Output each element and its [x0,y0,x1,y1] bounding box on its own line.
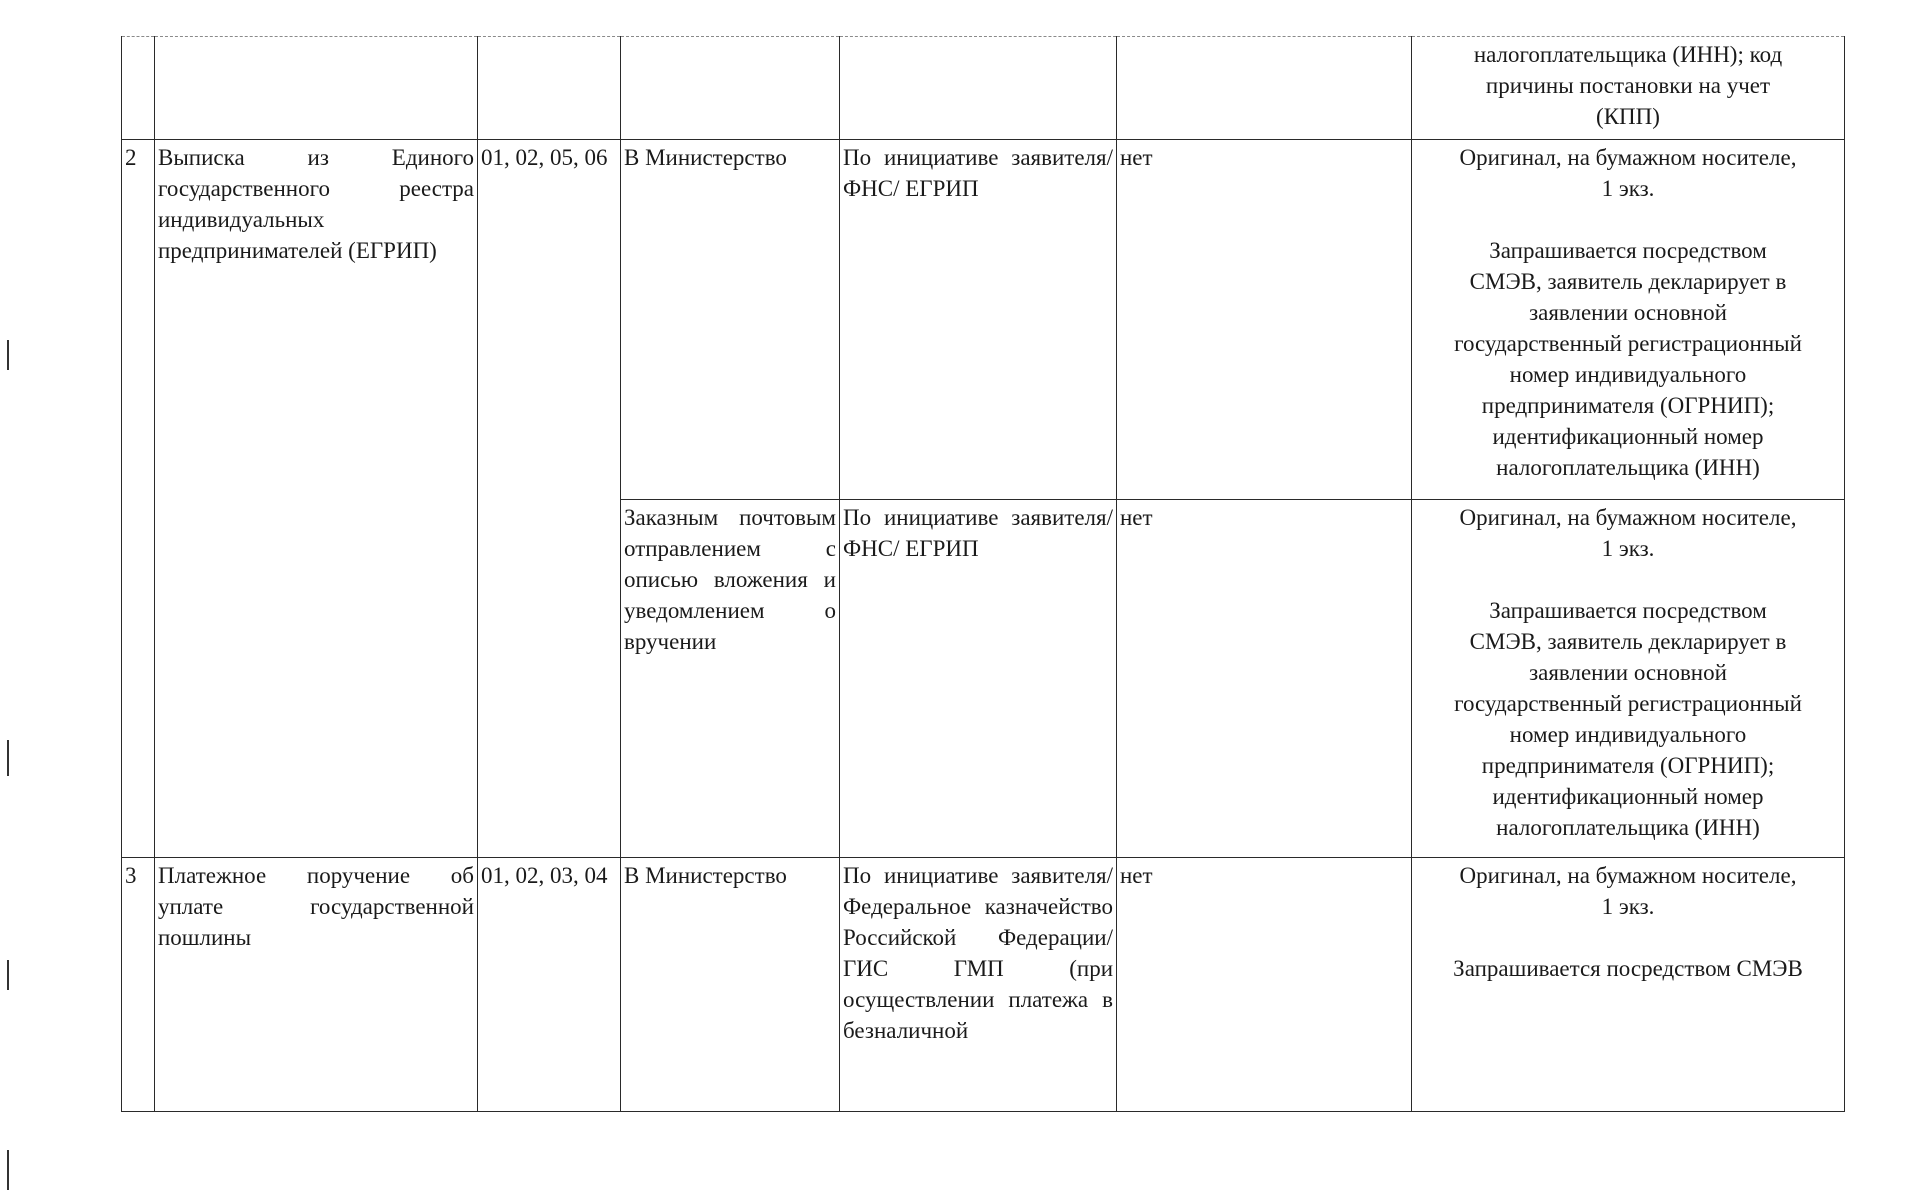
cell-method: В Министерство [621,858,840,1112]
cell-note: Оригинал, на бумажном носителе, 1 экз. Запрашивается посредством СМЭВ, заявитель декларирует в заявлении основной государственный регистрационный номер индивидуального предпринимателя (ОГРНИП); идентификационный номер налогоплательщика (ИНН) [1412,500,1845,858]
cell-codes [478,37,621,140]
cell-codes: 01, 02, 05, 06 [478,140,621,858]
cell-initiative: По инициативе заявителя/ФНС/ ЕГРИП [840,500,1117,858]
cell-note: Оригинал, на бумажном носителе, 1 экз. Запрашивается посредством СМЭВ, заявитель декларирует в заявлении основной государственный регистрационный номер индивидуального предпринимателя (ОГРНИП); идентификационный номер налогоплательщика (ИНН) [1412,140,1845,500]
documents-table [121,36,1845,1112]
margin-scan-mark [7,960,9,990]
cell-fee: нет [1117,858,1412,1112]
margin-scan-mark [7,1150,9,1190]
cell-initiative: По инициативе заявителя/ Федеральное казначейство Российской Федерации/ГИС ГМП (при осуществлении платежа в безналичной [840,858,1117,1112]
cell-document [155,37,478,140]
cell-method: Заказным почтовым отправлением с описью вложения и уведомлением о вручении [621,500,840,858]
cell-note: налогоплательщика (ИНН); код причины постановки на учет (КПП) [1412,37,1845,140]
cell-fee: нет [1117,500,1412,858]
cell-initiative: По инициативе заявителя/ФНС/ ЕГРИП [840,140,1117,500]
cell-method: В Министерство [621,140,840,500]
cell-fee [1117,37,1412,140]
cell-codes: 01, 02, 03, 04 [478,858,621,1112]
cell-note: Оригинал, на бумажном носителе, 1 экз. Запрашивается посредством СМЭВ [1412,858,1845,1112]
cell-number: 2 [122,140,155,858]
cell-document: Платежное поручение об уплате государственной пошлины [155,858,478,1112]
table-row [122,140,1845,500]
cell-document: Выписка из Единого государственного реестра индивидуальных предпринимателей (ЕГРИП) [155,140,478,858]
cell-method [621,37,840,140]
cell-initiative [840,37,1117,140]
cell-number [122,37,155,140]
margin-scan-mark [7,740,9,776]
table-row [122,858,1845,1112]
cell-fee: нет [1117,140,1412,500]
cell-number: 3 [122,858,155,1112]
table-row-continuation [122,37,1845,140]
margin-scan-mark [7,340,9,370]
